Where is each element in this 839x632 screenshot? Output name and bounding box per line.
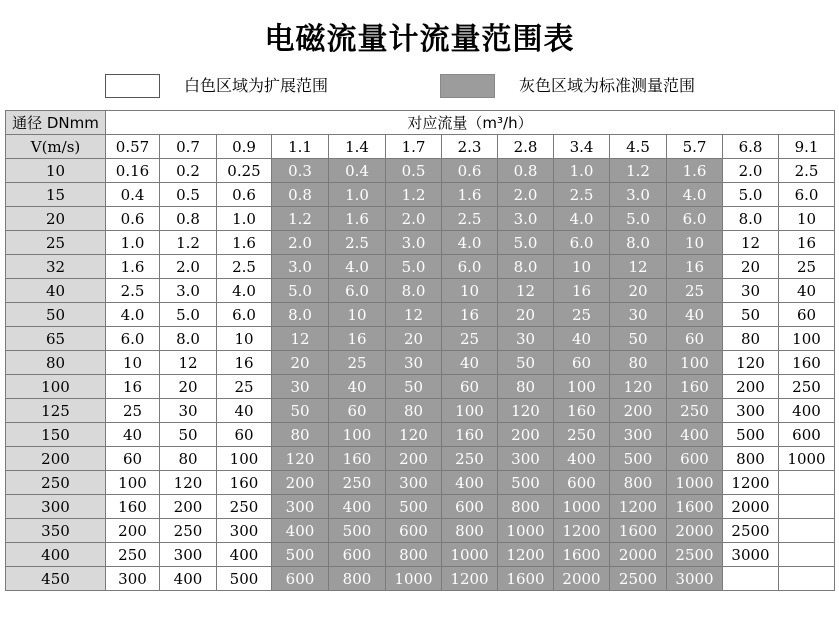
flow-value: 400	[779, 399, 835, 423]
flow-value: 30	[272, 375, 329, 399]
flow-value: 120	[498, 399, 554, 423]
dn-value: 150	[6, 423, 106, 447]
flow-value: 25	[442, 327, 498, 351]
flow-value: 60	[217, 423, 272, 447]
flow-value: 8.0	[386, 279, 442, 303]
flow-value: 6.0	[779, 183, 835, 207]
dn-value: 200	[6, 447, 106, 471]
flow-value: 40	[554, 327, 610, 351]
empty-cell	[779, 519, 835, 543]
flow-value: 4.0	[442, 231, 498, 255]
flow-value: 400	[442, 471, 498, 495]
flow-value: 60	[667, 327, 723, 351]
velocity-value: 2.8	[498, 135, 554, 159]
flow-value: 300	[106, 567, 160, 591]
flow-value: 2.5	[442, 207, 498, 231]
flow-value: 600	[386, 519, 442, 543]
flow-value: 10	[217, 327, 272, 351]
flow-value: 160	[779, 351, 835, 375]
dn-value: 20	[6, 207, 106, 231]
flow-value: 2000	[610, 543, 667, 567]
dn-value: 300	[6, 495, 106, 519]
flow-value: 500	[386, 495, 442, 519]
table-row	[6, 519, 835, 543]
velocity-value: 1.4	[329, 135, 386, 159]
flow-value: 4.0	[667, 183, 723, 207]
flow-value: 300	[217, 519, 272, 543]
table-row	[6, 543, 835, 567]
flow-value: 1.0	[106, 231, 160, 255]
flow-value: 3.0	[610, 183, 667, 207]
flow-value: 600	[667, 447, 723, 471]
flow-value: 200	[498, 423, 554, 447]
flow-value: 600	[329, 543, 386, 567]
flow-value: 4.0	[329, 255, 386, 279]
flow-value: 300	[610, 423, 667, 447]
dn-value: 32	[6, 255, 106, 279]
table-row	[6, 399, 835, 423]
flow-value: 1600	[610, 519, 667, 543]
flow-value: 0.25	[217, 159, 272, 183]
flow-value: 1.2	[610, 159, 667, 183]
flow-value: 1000	[667, 471, 723, 495]
table-row	[6, 327, 835, 351]
flow-value: 400	[217, 543, 272, 567]
flow-value: 1.6	[217, 231, 272, 255]
table-row	[6, 495, 835, 519]
flow-value: 500	[272, 543, 329, 567]
table-row	[6, 279, 835, 303]
flow-value: 6.0	[554, 231, 610, 255]
flow-value: 8.0	[723, 207, 779, 231]
flow-value: 200	[272, 471, 329, 495]
velocity-row	[6, 135, 835, 159]
empty-cell	[779, 543, 835, 567]
flow-value: 10	[329, 303, 386, 327]
flow-value: 2500	[723, 519, 779, 543]
legend-extended-swatch	[105, 74, 160, 98]
flow-value: 100	[329, 423, 386, 447]
flow-value: 1.2	[160, 231, 217, 255]
flow-value: 0.5	[160, 183, 217, 207]
flow-value: 800	[723, 447, 779, 471]
dn-value: 65	[6, 327, 106, 351]
dn-value: 15	[6, 183, 106, 207]
flow-value: 6.0	[667, 207, 723, 231]
dn-header: 通径 DNmm	[6, 111, 106, 135]
dn-value: 25	[6, 231, 106, 255]
flow-value: 2.5	[217, 255, 272, 279]
flow-value: 300	[272, 495, 329, 519]
flow-value: 40	[442, 351, 498, 375]
flow-value: 800	[442, 519, 498, 543]
flow-value: 1.6	[106, 255, 160, 279]
velocity-value: 5.7	[667, 135, 723, 159]
page-title: 电磁流量计流量范围表	[264, 22, 575, 57]
table-row	[6, 423, 835, 447]
velocity-value: 3.4	[554, 135, 610, 159]
flow-value: 3.0	[498, 207, 554, 231]
flow-value: 5.0	[610, 207, 667, 231]
flow-value: 2.0	[386, 207, 442, 231]
flow-value: 1200	[442, 567, 498, 591]
flow-value: 4.0	[554, 207, 610, 231]
dn-value: 400	[6, 543, 106, 567]
flow-value: 60	[554, 351, 610, 375]
flow-value: 50	[498, 351, 554, 375]
flow-value: 6.0	[329, 279, 386, 303]
flow-value: 5.0	[723, 183, 779, 207]
velocity-value: 0.7	[160, 135, 217, 159]
flow-value: 250	[554, 423, 610, 447]
flow-value: 2500	[610, 567, 667, 591]
flow-value: 0.8	[272, 183, 329, 207]
flow-value: 200	[106, 519, 160, 543]
flow-value: 10	[554, 255, 610, 279]
flow-value: 160	[667, 375, 723, 399]
flow-value: 200	[610, 399, 667, 423]
flow-value: 2000	[723, 495, 779, 519]
flow-value: 12	[723, 231, 779, 255]
empty-cell	[779, 567, 835, 591]
flow-value: 600	[554, 471, 610, 495]
flow-value: 0.4	[106, 183, 160, 207]
flow-value: 500	[723, 423, 779, 447]
flow-value: 2500	[667, 543, 723, 567]
flow-value: 1.0	[329, 183, 386, 207]
flow-value: 8.0	[498, 255, 554, 279]
flow-value: 80	[272, 423, 329, 447]
flow-value: 1.6	[442, 183, 498, 207]
flow-value: 16	[329, 327, 386, 351]
flow-value: 0.6	[442, 159, 498, 183]
flow-value: 1600	[554, 543, 610, 567]
flow-value: 2.5	[554, 183, 610, 207]
flow-value: 12	[610, 255, 667, 279]
flow-value: 2.0	[723, 159, 779, 183]
flow-value: 160	[554, 399, 610, 423]
flow-value: 600	[272, 567, 329, 591]
flow-value: 25	[667, 279, 723, 303]
flow-value: 120	[610, 375, 667, 399]
table-row	[6, 375, 835, 399]
flow-header: 对应流量（m³/h）	[106, 111, 835, 135]
flow-value: 600	[442, 495, 498, 519]
flow-value: 80	[498, 375, 554, 399]
velocity-value: 6.8	[723, 135, 779, 159]
flow-value: 20	[386, 327, 442, 351]
flow-value: 5.0	[386, 255, 442, 279]
flow-value: 2.5	[779, 159, 835, 183]
table-row	[6, 159, 835, 183]
flow-value: 120	[160, 471, 217, 495]
flow-value: 25	[217, 375, 272, 399]
table-row	[6, 207, 835, 231]
flow-value: 0.8	[160, 207, 217, 231]
flow-value: 160	[217, 471, 272, 495]
flow-value: 1600	[498, 567, 554, 591]
legend-standard-label: 灰色区域为标准测量范围	[519, 76, 696, 95]
flow-value: 120	[723, 351, 779, 375]
flow-value: 250	[106, 543, 160, 567]
flow-value: 16	[554, 279, 610, 303]
flow-value: 0.16	[106, 159, 160, 183]
table-row	[6, 471, 835, 495]
flow-value: 30	[160, 399, 217, 423]
flow-value: 50	[386, 375, 442, 399]
flow-value: 3000	[723, 543, 779, 567]
flow-value: 8.0	[272, 303, 329, 327]
flow-value: 400	[160, 567, 217, 591]
flow-value: 0.5	[386, 159, 442, 183]
flow-value: 2000	[554, 567, 610, 591]
flow-value: 5.0	[160, 303, 217, 327]
flow-value: 40	[329, 375, 386, 399]
flow-value: 100	[779, 327, 835, 351]
flow-value: 50	[610, 327, 667, 351]
flow-value: 1600	[667, 495, 723, 519]
flow-value: 500	[498, 471, 554, 495]
flow-value: 6.0	[106, 327, 160, 351]
flow-value: 600	[779, 423, 835, 447]
flow-value: 500	[217, 567, 272, 591]
velocity-header: V(m/s)	[6, 135, 106, 159]
flow-value: 80	[610, 351, 667, 375]
flow-value: 25	[779, 255, 835, 279]
flow-value: 8.0	[160, 327, 217, 351]
flow-value: 3000	[667, 567, 723, 591]
empty-cell	[723, 567, 779, 591]
flow-value: 40	[779, 279, 835, 303]
dn-value: 350	[6, 519, 106, 543]
flow-value: 3.0	[386, 231, 442, 255]
flow-value: 50	[160, 423, 217, 447]
flow-value: 30	[610, 303, 667, 327]
dn-value: 250	[6, 471, 106, 495]
flow-value: 1.2	[272, 207, 329, 231]
dn-value: 450	[6, 567, 106, 591]
flow-value: 100	[442, 399, 498, 423]
flow-value: 1200	[610, 495, 667, 519]
flow-value: 4.0	[106, 303, 160, 327]
flow-value: 16	[442, 303, 498, 327]
flow-value: 0.2	[160, 159, 217, 183]
flow-value: 2000	[667, 519, 723, 543]
flow-value: 300	[160, 543, 217, 567]
flow-value: 2.5	[329, 231, 386, 255]
table-row	[6, 255, 835, 279]
dn-value: 50	[6, 303, 106, 327]
flow-value: 5.0	[498, 231, 554, 255]
velocity-value: 0.9	[217, 135, 272, 159]
flow-value: 25	[554, 303, 610, 327]
flow-value: 500	[329, 519, 386, 543]
flow-value: 80	[386, 399, 442, 423]
flow-value: 5.0	[272, 279, 329, 303]
flow-value: 20	[272, 351, 329, 375]
flow-value: 400	[667, 423, 723, 447]
flow-value: 6.0	[217, 303, 272, 327]
flow-value: 120	[272, 447, 329, 471]
flow-value: 800	[329, 567, 386, 591]
legend-extended-label: 白色区域为扩展范围	[184, 76, 329, 95]
flow-value: 100	[106, 471, 160, 495]
flow-value: 1200	[554, 519, 610, 543]
table-row	[6, 183, 835, 207]
flow-value: 2.0	[160, 255, 217, 279]
flow-value: 40	[217, 399, 272, 423]
velocity-value: 1.7	[386, 135, 442, 159]
flow-value: 3.0	[272, 255, 329, 279]
flow-value: 160	[106, 495, 160, 519]
flow-value: 800	[610, 471, 667, 495]
flow-value: 1.0	[554, 159, 610, 183]
velocity-value: 2.3	[442, 135, 498, 159]
table-row	[6, 231, 835, 255]
flow-value: 16	[217, 351, 272, 375]
flow-value: 80	[723, 327, 779, 351]
empty-cell	[779, 471, 835, 495]
flow-value: 10	[106, 351, 160, 375]
flow-value: 2.0	[272, 231, 329, 255]
flow-value: 200	[723, 375, 779, 399]
flow-value: 100	[217, 447, 272, 471]
flow-value: 200	[160, 495, 217, 519]
flow-value: 12	[272, 327, 329, 351]
flow-value: 0.8	[498, 159, 554, 183]
dn-value: 100	[6, 375, 106, 399]
flow-value: 12	[386, 303, 442, 327]
flow-value: 100	[667, 351, 723, 375]
table-row	[6, 567, 835, 591]
flow-value: 25	[329, 351, 386, 375]
dn-value: 125	[6, 399, 106, 423]
flow-value: 250	[217, 495, 272, 519]
flow-value: 30	[386, 351, 442, 375]
flow-value: 300	[723, 399, 779, 423]
flow-value: 50	[723, 303, 779, 327]
flow-value: 2.0	[498, 183, 554, 207]
flow-value: 1000	[554, 495, 610, 519]
flow-value: 1.6	[329, 207, 386, 231]
velocity-value: 4.5	[610, 135, 667, 159]
flow-range-table	[5, 110, 835, 591]
velocity-value: 1.1	[272, 135, 329, 159]
flow-value: 1200	[498, 543, 554, 567]
flow-value: 400	[329, 495, 386, 519]
flow-value: 60	[442, 375, 498, 399]
velocity-value: 0.57	[106, 135, 160, 159]
flow-value: 20	[610, 279, 667, 303]
flow-value: 120	[386, 423, 442, 447]
flow-value: 250	[442, 447, 498, 471]
flow-value: 0.3	[272, 159, 329, 183]
dn-value: 80	[6, 351, 106, 375]
flow-value: 0.6	[217, 183, 272, 207]
flow-value: 1200	[723, 471, 779, 495]
flow-value: 400	[554, 447, 610, 471]
flow-value: 10	[442, 279, 498, 303]
flow-value: 250	[329, 471, 386, 495]
flow-value: 8.0	[610, 231, 667, 255]
flow-value: 0.6	[106, 207, 160, 231]
flow-value: 800	[386, 543, 442, 567]
flow-value: 160	[442, 423, 498, 447]
flow-value: 10	[779, 207, 835, 231]
flow-value: 3.0	[160, 279, 217, 303]
flow-value: 4.0	[217, 279, 272, 303]
flow-value: 1.2	[386, 183, 442, 207]
flow-value: 40	[106, 423, 160, 447]
empty-cell	[779, 495, 835, 519]
flow-value: 6.0	[442, 255, 498, 279]
flow-value: 12	[160, 351, 217, 375]
flow-value: 160	[329, 447, 386, 471]
table-header-row	[6, 111, 835, 135]
flow-value: 60	[779, 303, 835, 327]
flow-value: 800	[498, 495, 554, 519]
legend-standard-swatch	[440, 74, 495, 98]
flow-value: 50	[272, 399, 329, 423]
flow-value: 250	[779, 375, 835, 399]
flow-value: 250	[160, 519, 217, 543]
flow-value: 60	[329, 399, 386, 423]
dn-value: 40	[6, 279, 106, 303]
flow-value: 12	[498, 279, 554, 303]
table-row	[6, 447, 835, 471]
flow-value: 60	[106, 447, 160, 471]
flow-value: 16	[667, 255, 723, 279]
flow-value: 30	[723, 279, 779, 303]
velocity-value: 9.1	[779, 135, 835, 159]
flow-value: 80	[160, 447, 217, 471]
flow-value: 30	[498, 327, 554, 351]
flow-value: 500	[610, 447, 667, 471]
flow-value: 1.6	[667, 159, 723, 183]
flow-value: 1000	[779, 447, 835, 471]
flow-value: 400	[272, 519, 329, 543]
flow-value: 25	[106, 399, 160, 423]
flow-value: 40	[667, 303, 723, 327]
flow-value: 250	[667, 399, 723, 423]
flow-value: 1000	[498, 519, 554, 543]
flow-value: 300	[498, 447, 554, 471]
dn-value: 10	[6, 159, 106, 183]
flow-value: 1.0	[217, 207, 272, 231]
flow-value: 100	[554, 375, 610, 399]
flow-value: 16	[779, 231, 835, 255]
flow-value: 300	[386, 471, 442, 495]
flow-value: 0.4	[329, 159, 386, 183]
flow-value: 10	[667, 231, 723, 255]
flow-value: 1000	[442, 543, 498, 567]
table-row	[6, 351, 835, 375]
flow-value: 16	[106, 375, 160, 399]
flow-value: 20	[723, 255, 779, 279]
flow-value: 20	[160, 375, 217, 399]
flow-value: 20	[498, 303, 554, 327]
flow-value: 2.5	[106, 279, 160, 303]
flow-value: 200	[386, 447, 442, 471]
flow-value: 1000	[386, 567, 442, 591]
table-row	[6, 303, 835, 327]
